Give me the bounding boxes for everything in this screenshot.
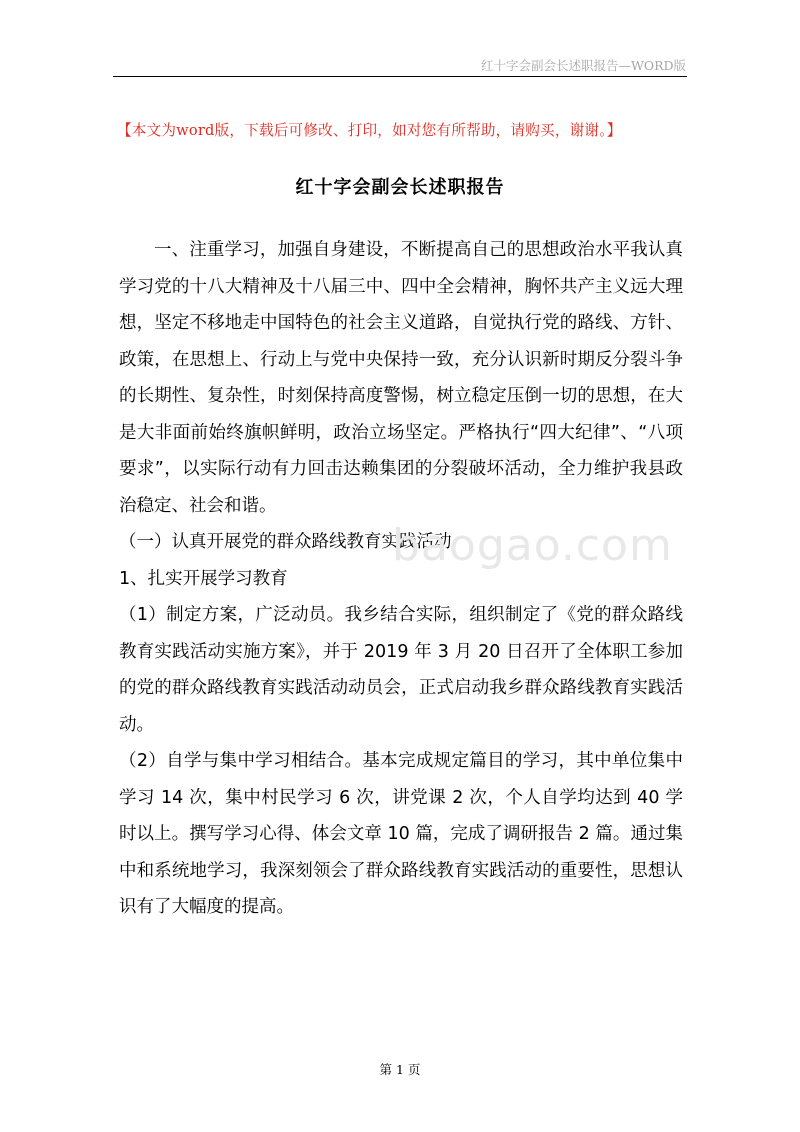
paragraph-section-one: 一、注重学习，加强自身建设，不断提高自己的思想政治水平我认真学习党的十八大精神及十八届三中、四中全会精神，胸怀共产主义远大理想，坚定不移地走中国特色的社会主义道路，自觉执行党的路线、方针、政策，在思想上、行动上与党中央保持一致，充分认识新时期反分裂斗争的长期性、复杂性，时刻保持高度警惕，树立稳定压倒一切的思想，在大是大非面前始终旗帜鲜明，政治立场坚定。严格执行“四大纪律”、“八项要求”，以实际行动有力回击达赖集团的分裂破坏活动，全力维护我县政治稳定、社会和谐。 <box>119 240 683 516</box>
paragraph-item-2: （2）自学与集中学习相结合。基本完成规定篇目的学习，其中单位集中学习 14 次，集中村民学习 6 次，讲党课 2 次，个人自学均达到 40 学时以上。撰写学习心得、体会文章 10 篇，完成了调研报告 2 篇。通过集中和系统地学习，我深刻领会了群众路线教育实践活动的重要性，思想认识有了大幅度的提高。 <box>119 751 683 917</box>
paragraph-subheading-1: （一）认真开展党的群众路线教育实践活动 <box>119 532 452 552</box>
purchase-notice: 【本文为word版，下载后可修改、打印，如对您有所帮助，请购买，谢谢。】 <box>117 122 622 139</box>
paragraph-subheading-2: 1、扎实开展学习教育 <box>119 568 288 589</box>
document-body <box>119 232 683 926</box>
document-title: 红十字会副会长述职报告 <box>295 177 505 198</box>
header-rule <box>113 76 687 77</box>
watermark: baogao.com <box>392 520 673 571</box>
page-number: 第 1 页 <box>379 1062 421 1077</box>
paragraph-item-1: （1）制定方案，广泛动员。我乡结合实际，组织制定了《党的群众路线教育实践活动实施方案》，并于 2019 年 3 月 20 日召开了全体职工参加的党的群众路线教育实践活动动员会，正式启动我乡群众路线教育实践活动。 <box>119 605 683 735</box>
running-header: 红十字会副会长述职报告—WORD版 <box>480 58 686 73</box>
